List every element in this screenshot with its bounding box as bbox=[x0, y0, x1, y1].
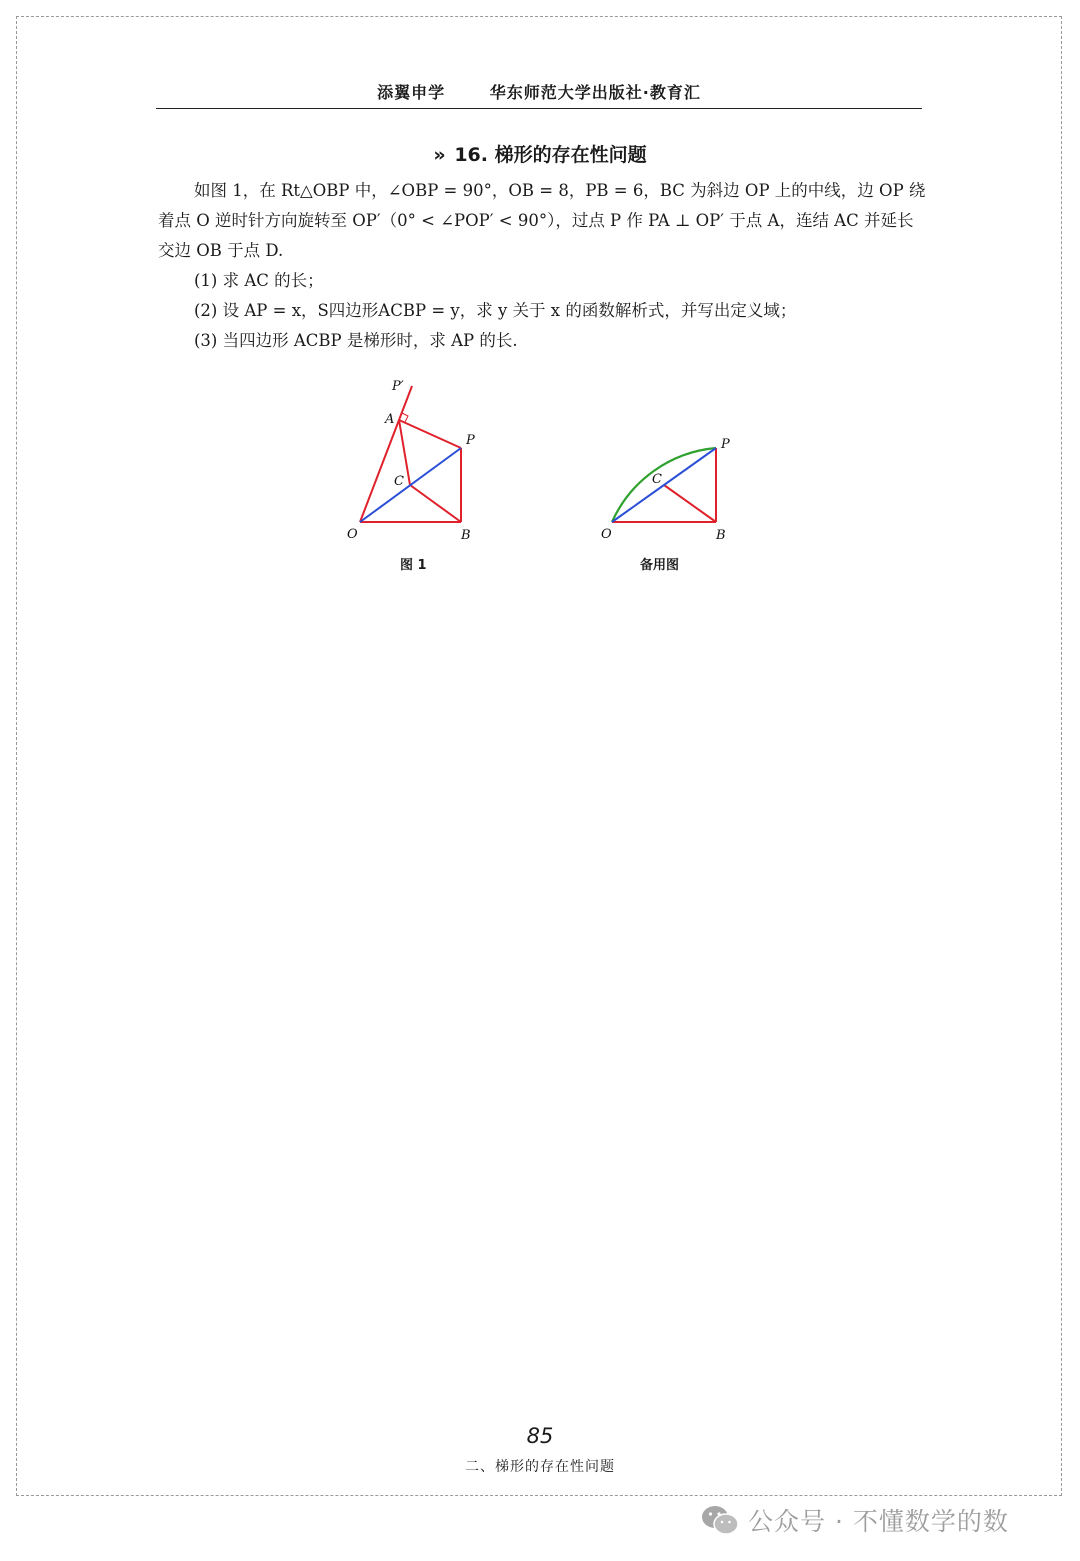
segment-cb-2 bbox=[664, 485, 716, 522]
label-c-2: C bbox=[652, 472, 662, 487]
label-p-2: P bbox=[721, 437, 730, 452]
segment-ap bbox=[399, 420, 461, 448]
label-p: P bbox=[466, 433, 475, 448]
problem-block bbox=[158, 176, 926, 356]
label-o: O bbox=[347, 527, 358, 542]
label-o-2: O bbox=[601, 527, 612, 542]
publisher-name: 华东师范大学出版社·教育汇 bbox=[489, 83, 701, 102]
section-title bbox=[0, 140, 1080, 167]
problem-stem: 如图 1，在 Rt△OBP 中，∠OBP = 90°，OB = 8，PB = 6，BC 为斜边 OP 上的中线，边 OP 绕着点 O 逆时针方向旋转至 OP′（0° < ∠POP′ < 90°），过点 P 作 PA ⊥ OP′ 于点 A，连结 AC 并延长交边 OB 于点 D. bbox=[158, 181, 926, 260]
figure-2-caption: 备用图 bbox=[640, 558, 680, 573]
label-c: C bbox=[394, 474, 404, 489]
running-head bbox=[156, 80, 922, 109]
question-1: (1) 求 AC 的长； bbox=[194, 271, 324, 290]
label-b-2: B bbox=[716, 528, 726, 543]
label-p-prime: P′ bbox=[392, 379, 404, 394]
right-angle-mark bbox=[402, 413, 408, 422]
watermark bbox=[700, 1500, 1009, 1540]
section-title-text: 16. 梯形的存在性问题 bbox=[454, 144, 647, 166]
series-name: 添翼申学 bbox=[377, 83, 446, 102]
geometry-figures bbox=[320, 370, 770, 585]
figure-2 bbox=[612, 448, 716, 522]
label-a: A bbox=[385, 412, 395, 427]
chapter-footer: 二、梯形的存在性问题 bbox=[465, 1459, 615, 1475]
segment-cb bbox=[410, 485, 461, 522]
figures bbox=[320, 370, 770, 585]
label-b: B bbox=[461, 528, 471, 543]
figure-1-caption: 图 1 bbox=[400, 558, 427, 573]
wechat-icon bbox=[700, 1503, 740, 1537]
watermark-text: 公众号 · 不懂数学的数 bbox=[748, 1507, 1009, 1536]
question-3: (3) 当四边形 ACBP 是梯形时，求 AP 的长. bbox=[194, 331, 518, 350]
question-2: (2) 设 AP = x，S四边形ACBP = y，求 y 关于 x 的函数解析式，并写出定义域； bbox=[194, 301, 797, 320]
figure-1 bbox=[360, 386, 461, 522]
page-number: 85 bbox=[526, 1424, 554, 1448]
section-marker: » bbox=[433, 144, 446, 166]
